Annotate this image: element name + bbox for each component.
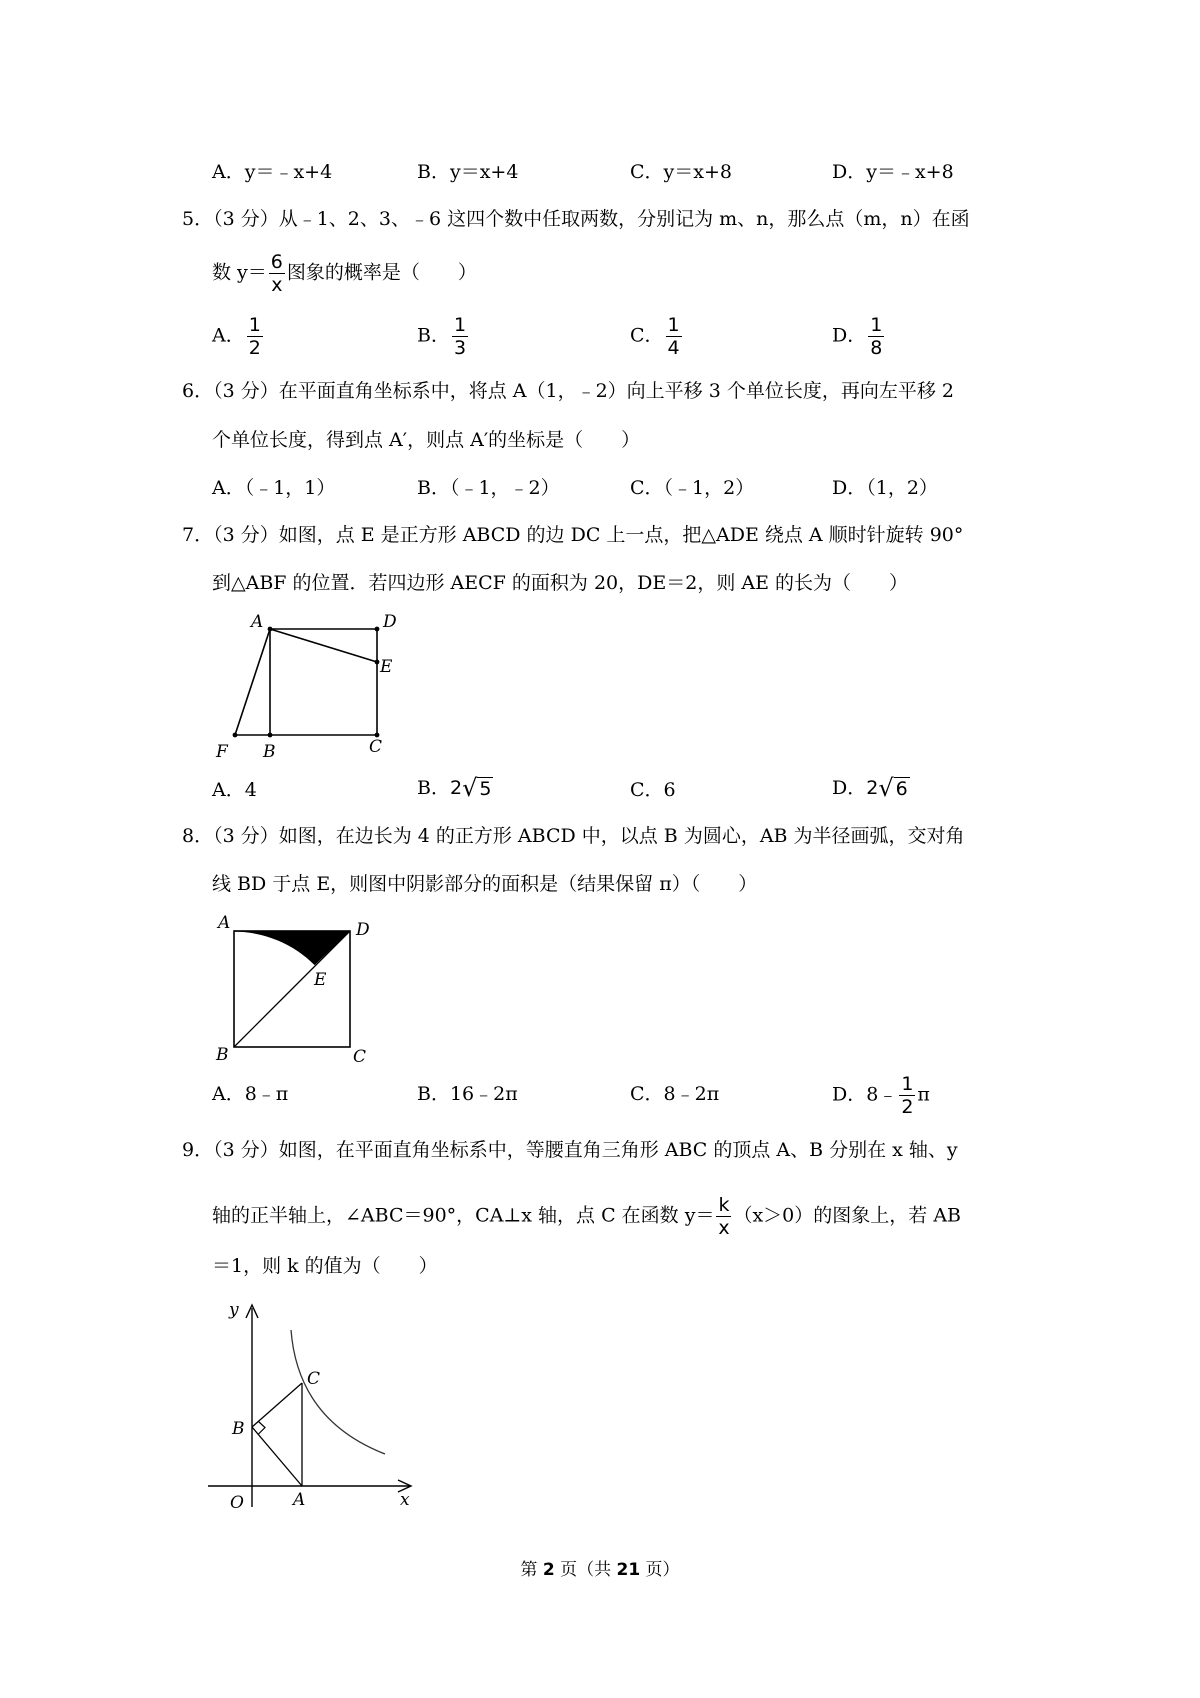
- q8-label-c: C: [353, 1047, 367, 1067]
- q8-option-b: B．16﹣2π: [417, 1083, 518, 1105]
- q5-stem-suffix: 图象的概率是（ ）: [286, 261, 477, 284]
- page-footer: [0, 1555, 1200, 1580]
- q9-stem-line2: [212, 1195, 961, 1238]
- option-label: C．: [630, 779, 664, 801]
- q6-option-b: B．（﹣1，﹣2）: [417, 477, 560, 499]
- q8-square-figure: [234, 931, 350, 1047]
- frac-num: 1: [901, 1073, 914, 1095]
- q8-stem-line2: 线 BD 于点 E，则图中阴影部分的面积是（结果保留 π）（ ）: [212, 873, 758, 895]
- sqrt-sign-icon: √: [878, 774, 894, 802]
- q7-label-b: B: [263, 742, 276, 762]
- option-label: B．: [417, 324, 450, 347]
- q7-option-d: [832, 776, 910, 800]
- frac-den: 4: [667, 337, 680, 359]
- q9-hyperbola-curve: [291, 1330, 385, 1454]
- q9-label-a: A: [293, 1490, 306, 1510]
- q6-stem-line1: 6．（3 分）在平面直角坐标系中，将点 A（1，﹣2）向上平移 3 个单位长度，再向左平移 2: [182, 380, 954, 402]
- q6-option-c: C．（﹣1，2）: [630, 477, 755, 499]
- q7-option-b: [417, 776, 493, 800]
- frac-den: 2: [901, 1096, 914, 1118]
- q9-stem-line1: 9．（3 分）如图，在平面直角坐标系中，等腰直角三角形 ABC 的顶点 A、B 分别在 x 轴、y: [182, 1139, 958, 1161]
- footer-middle: 页（共: [554, 1560, 617, 1580]
- q7-stem-line1: 7．（3 分）如图，点 E 是正方形 ABCD 的边 DC 上一点，把△ADE 绕点 A 顺时针旋转 90°: [182, 524, 964, 546]
- q9-fraction: [716, 1195, 731, 1238]
- q8-option-d: [832, 1074, 930, 1117]
- radicand: 5: [479, 778, 492, 800]
- q7-label-a: A: [251, 612, 264, 632]
- q7-point-a: [268, 627, 273, 632]
- footer-prefix: 第: [520, 1560, 543, 1580]
- q8-label-d: D: [356, 920, 370, 940]
- q8-stem-line1: 8．（3 分）如图，在边长为 4 的正方形 ABCD 中，以点 B 为圆心，AB 为半径画弧，交对角: [182, 825, 965, 847]
- q9-stem-prefix: 轴的正半轴上，∠ABC＝90°，CA⊥x 轴，点 C 在函数 y＝: [212, 1204, 715, 1227]
- q9-coordinate-figure: [208, 1305, 411, 1507]
- q6-option-a: A．（﹣1，1）: [212, 477, 336, 499]
- q9-label-x: x: [400, 1490, 410, 1510]
- q7-edge-af: [235, 629, 270, 735]
- q9-frac-num: k: [718, 1194, 730, 1216]
- q7-label-f: F: [216, 742, 228, 762]
- q7-label-c: C: [369, 737, 383, 757]
- frac-den: 8: [870, 337, 883, 359]
- q8-diagonal-bd: [234, 931, 350, 1047]
- option-label: A．: [212, 779, 245, 801]
- option-label: C．: [630, 324, 664, 347]
- frac-num: 1: [870, 314, 883, 336]
- q8-option-a: A．8﹣π: [212, 1083, 289, 1105]
- q9-label-o: O: [230, 1493, 244, 1513]
- option-prefix: 8﹣: [866, 1083, 898, 1106]
- q8-option-c: C．8﹣2π: [630, 1083, 720, 1105]
- q4-option-a: A．y＝﹣x+4: [212, 161, 333, 183]
- q9-label-b: B: [232, 1419, 245, 1439]
- q8-label-b: B: [216, 1045, 229, 1065]
- radical-coefficient: 2: [866, 777, 879, 799]
- radicand: 6: [895, 778, 908, 800]
- q9-stem-suffix: （x＞0）的图象上，若 AB: [733, 1204, 961, 1227]
- footer-total-pages: 21: [616, 1560, 641, 1580]
- q5-stem-prefix: 数 y＝: [212, 261, 267, 284]
- q9-edge-ba: [252, 1427, 302, 1486]
- q8-label-a: A: [218, 913, 231, 933]
- footer-suffix: 页）: [640, 1560, 680, 1580]
- option-label: D．: [832, 777, 867, 799]
- option-label: D．: [832, 324, 867, 347]
- q5-frac-den: x: [271, 274, 283, 296]
- q4-option-b: B．y＝x+4: [417, 161, 519, 183]
- q7-point-e: [375, 660, 380, 665]
- sqrt-sign-icon: √: [462, 774, 478, 802]
- footer-page-number: 2: [542, 1560, 555, 1580]
- q5-frac-num: 6: [270, 251, 283, 273]
- frac-den: 3: [453, 337, 467, 359]
- frac-num: 1: [453, 314, 467, 336]
- radical-coefficient: 2: [449, 777, 463, 799]
- option-fraction: [899, 1074, 915, 1117]
- option-label: D．: [832, 1083, 867, 1106]
- q7-label-e: E: [380, 657, 393, 677]
- q7-label-d: D: [383, 612, 397, 632]
- q5-stem-line1: 5．（3 分）从﹣1、2、3、﹣6 这四个数中任取两数，分别记为 m、n，那么点（m，n）在函: [182, 208, 970, 230]
- option-radical: [866, 776, 909, 800]
- option-label: B．: [417, 777, 450, 799]
- frac-num: 1: [667, 314, 680, 336]
- q6-stem-line2: 个单位长度，得到点 A′，则点 A′的坐标是（ ）: [212, 429, 641, 451]
- q7-option-c: [630, 778, 676, 802]
- q4-option-c: C．y＝x+8: [630, 161, 732, 183]
- frac-den: 2: [248, 337, 261, 359]
- q7-point-f: [233, 733, 238, 738]
- frac-num: 1: [248, 314, 261, 336]
- option-suffix: π: [917, 1083, 930, 1106]
- q8-label-e: E: [314, 970, 327, 990]
- q9-stem-line3: ＝1，则 k 的值为（ ）: [212, 1255, 438, 1277]
- option-label: A．: [212, 324, 245, 347]
- q9-edge-bc: [252, 1383, 302, 1427]
- q7-edge-ae: [270, 629, 377, 662]
- q9-label-y: y: [229, 1300, 239, 1320]
- q9-right-angle-mark: [259, 1422, 266, 1435]
- q7-point-d: [375, 627, 380, 632]
- option-value: 4: [244, 779, 257, 801]
- q9-frac-den: x: [718, 1217, 730, 1239]
- option-radical: [450, 776, 493, 800]
- q7-option-a: [212, 778, 257, 802]
- q7-stem-line2: 到△ABF 的位置．若四边形 AECF 的面积为 20，DE＝2，则 AE 的长为（ ）: [212, 572, 908, 594]
- q9-label-c: C: [307, 1369, 321, 1389]
- q4-option-d: D．y＝﹣x+8: [832, 161, 954, 183]
- q6-option-d: D．（1，2）: [832, 477, 938, 499]
- q7-point-b: [268, 733, 273, 738]
- option-value: 6: [663, 779, 676, 801]
